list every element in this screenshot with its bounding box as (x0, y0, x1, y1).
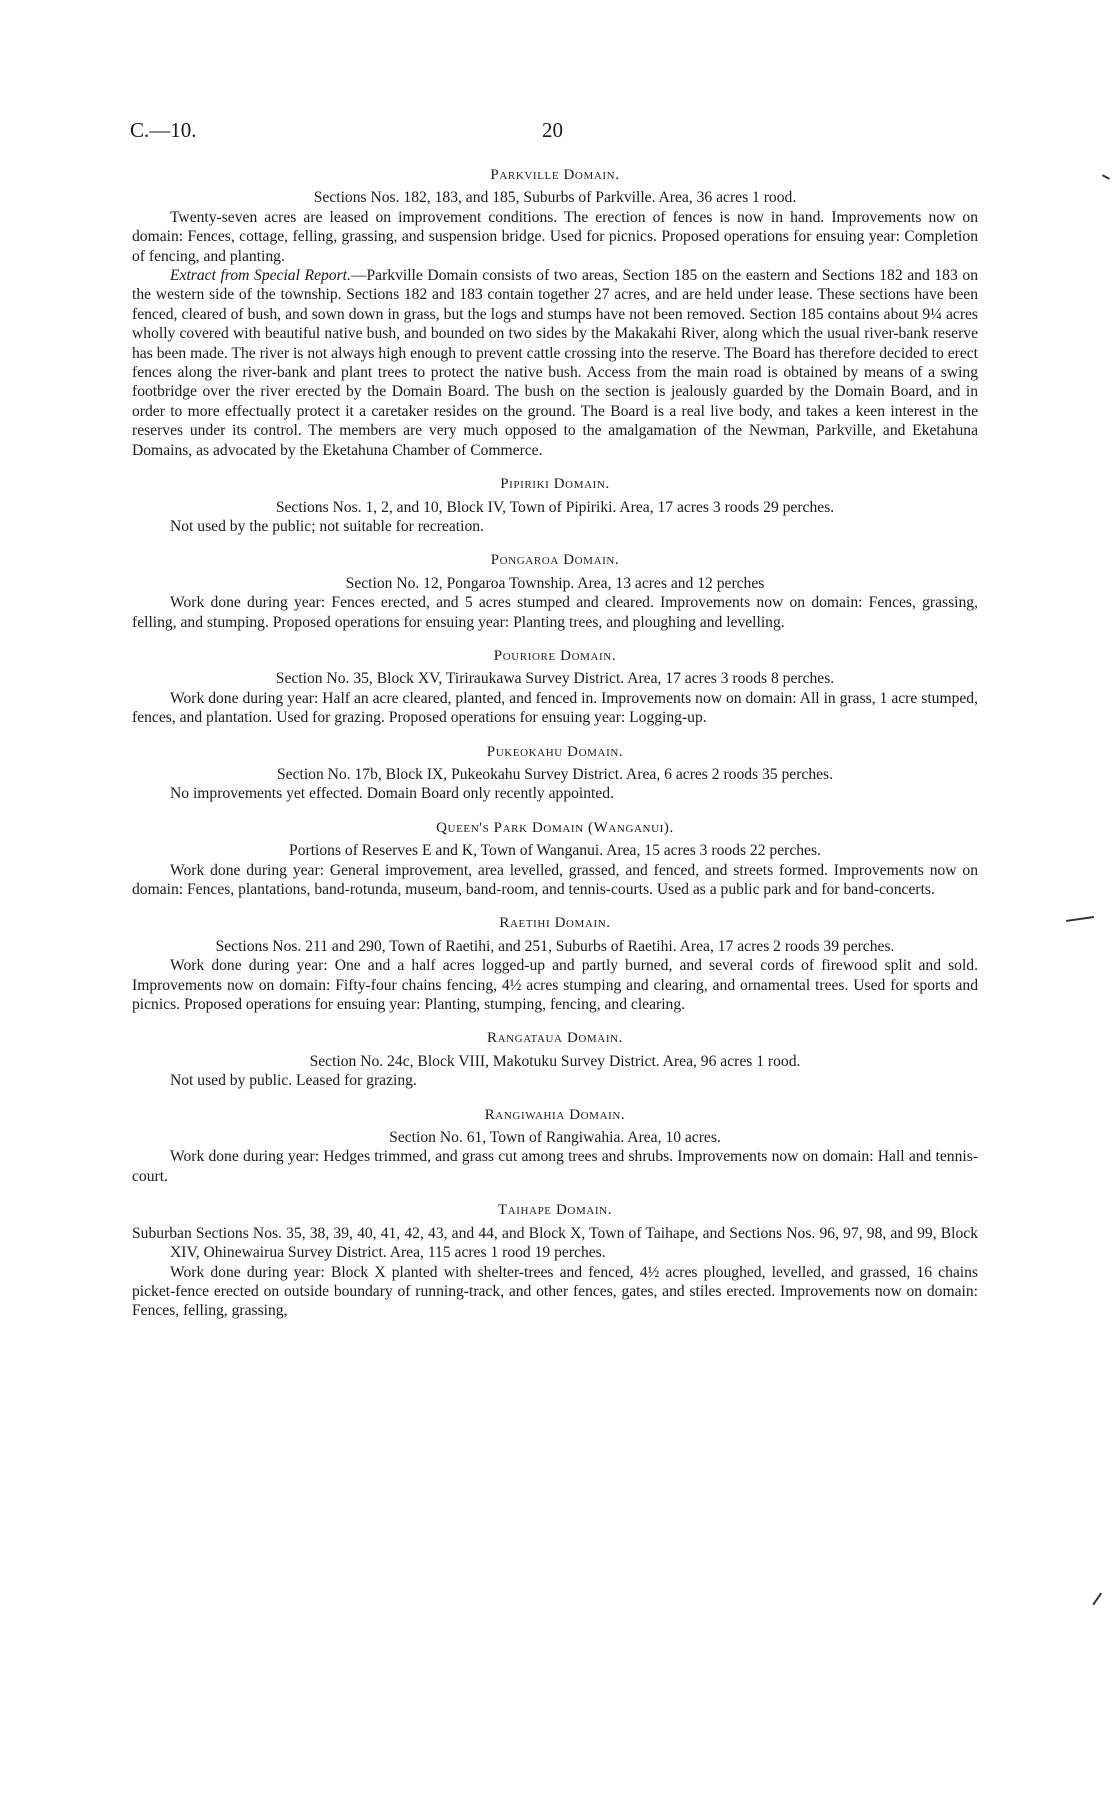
section-title: Pukeokahu Domain. (486, 743, 624, 760)
section-area: Sections Nos. 182, 183, and 185, Suburbs of Parkville. Area, 36 acres 1 rood. (313, 189, 797, 207)
section-paragraph: Work done during year: Hedges trimmed, and grass cut among trees and shrubs. Improvements now on domain: Hall and tennis-court. (132, 1148, 978, 1185)
page-number: 20 (542, 118, 563, 142)
section-queens-park-domain (132, 819, 978, 900)
margin-mark (1092, 1593, 1101, 1605)
section-area: Suburban Sections Nos. 35, 38, 39, 40, 41, 42, 43, and 44, and Block X, Town of Taihape, and Sections Nos. 96, 97, 98, and 99, Block XIV, Ohinewairua Survey District. Area, 115 acres 1 rood 19 perches. (132, 1224, 978, 1262)
section-area: Portions of Reserves E and K, Town of Wanganui. Area, 15 acres 3 roods 22 perches. (289, 842, 821, 860)
section-title: Pipiriki Domain. (500, 476, 610, 493)
section-title: Pongaroa Domain. (490, 552, 620, 569)
section-parkville-domain (132, 166, 978, 460)
section-pouriore-domain (132, 647, 978, 728)
document-reference: C.—10. (130, 118, 197, 142)
margin-mark (1102, 174, 1110, 179)
section-area: Section No. 17b, Block IX, Pukeokahu Survey District. Area, 6 acres 2 roods 35 perches. (276, 765, 834, 783)
section-area: Section No. 35, Block XV, Tiriraukawa Survey District. Area, 17 acres 3 roods 8 perches. (275, 670, 835, 688)
section-area: Section No. 61, Town of Rangiwahia. Area, 10 acres. (389, 1129, 721, 1147)
section-title: Taihape Domain. (497, 1202, 613, 1219)
section-area: Section No. 24c, Block VIII, Makotuku Survey District. Area, 96 acres 1 rood. (309, 1052, 801, 1070)
section-pukeokahu-domain (132, 743, 978, 804)
section-pipiriki-domain (132, 475, 978, 536)
section-title: Rangataua Domain. (486, 1030, 624, 1047)
margin-mark (1066, 916, 1094, 921)
section-raetihi-domain (132, 914, 978, 1014)
section-pongaroa-domain (132, 551, 978, 632)
section-title: Rangiwahia Domain. (484, 1106, 626, 1123)
page-header (130, 118, 1000, 148)
section-paragraph: Work done during year: Half an acre cleared, planted, and fenced in. Improvements now on domain: All in grass, 1 acre stumped, fences, and plantation. Used for grazing. Proposed operations for ensuing year: Logging-up. (132, 689, 978, 727)
section-paragraph: Work done during year: Block X planted with shelter-trees and fenced, 4½ acres ploughed, levelled, and grassed, 16 chains picket-fence erected on outside boundary of running-track, and other fences, gates, and stiles erected. Improvements now on domain: Fences, felling, grassing, (132, 1263, 978, 1320)
section-area: Section No. 12, Pongaroa Township. Area, 13 acres and 12 perches (345, 574, 765, 592)
section-title: Pouriore Domain. (493, 647, 617, 664)
section-paragraph: Work done during year: One and a half acres logged-up and partly burned, and several cords of firewood split and sold. Improvements now on domain: Fifty-four chains fencing, 4½ acres stumping and clearing, and ornamental trees. Used for sports and picnics. Proposed operations for ensuing year: Planting, stumping, fencing, and clearing. (132, 957, 978, 1014)
page-body (132, 166, 978, 1321)
section-paragraph: No improvements yet effected. Domain Board only recently appointed. (170, 785, 615, 803)
section-paragraph: Work done during year: Fences erected, and 5 acres stumped and cleared. Improvements now on domain: Fences, grassing, felling, and stumping. Proposed operations for ensuing year: Planting trees, and ploughing and levelling. (132, 594, 978, 631)
special-report-text: —Parkville Domain consists of two areas, Section 185 on the eastern and Sections 182 and 183 on the western side of the township. Sections 182 and 183 contain together 27 acres, and are held under lease. These sections have been fenced, cleared of bush, and sown down in grass, but the logs and stumps have not been removed. Section 185 contains about 9¼ acres wholly covered with beautiful native bush, and bounded on two sides by the Makakahi River, along which the usual river-bank reserve has been made. The river is not always high enough to prevent cattle crossing into the reserve. The Board has therefore decided to erect fences along the river-bank and plant trees to protect the native bush. Access from the main road is obtained by means of a swing footbridge over the river erected by the Domain Board. The bush on the section is jealously guarded by the Domain Board, and in order to more effectually protect it a caretaker resides on the ground. The Board is a real live body, and takes a keen interest in the reserves under its control. The members are very much opposed to the amalgamation of the Newman, Parkville, and Eketahuna Domains, as advocated by the Eketahuna Chamber of Commerce. (132, 267, 978, 459)
section-title: Raetihi Domain. (499, 915, 611, 932)
section-paragraph: Not used by the public; not suitable for recreation. (170, 517, 484, 535)
section-title: Queen's Park Domain (Wanganui). (436, 819, 674, 836)
section-rangiwahia-domain (132, 1106, 978, 1187)
section-taihape-domain (132, 1201, 978, 1320)
section-rangataua-domain (132, 1029, 978, 1090)
special-report-paragraph (132, 266, 978, 460)
section-area: Sections Nos. 1, 2, and 10, Block IV, Town of Pipiriki. Area, 17 acres 3 roods 29 perches. (275, 498, 835, 516)
section-paragraph: Not used by public. Leased for grazing. (170, 1072, 417, 1090)
section-paragraph: Twenty-seven acres are leased on improvement conditions. The erection of fences is now in hand. Improvements now on domain: Fences, cottage, felling, grassing, and suspension bridge. Used for picnics. Proposed operations for ensuing year: Completion of fencing, and planting. (132, 208, 978, 265)
section-title: Parkville Domain. (490, 167, 620, 183)
special-report-label: Extract from Special Report. (170, 267, 351, 285)
section-paragraph: Work done during year: General improvement, area levelled, grassed, and fenced, and streets formed. Improvements now on domain: Fences, plantations, band-rotunda, museum, band-room, and tennis-courts. Used as a public park and for band-concerts. (132, 861, 978, 898)
section-area: Sections Nos. 211 and 290, Town of Raetihi, and 251, Suburbs of Raetihi. Area, 17 acres 2 roods 39 perches. (215, 937, 895, 955)
